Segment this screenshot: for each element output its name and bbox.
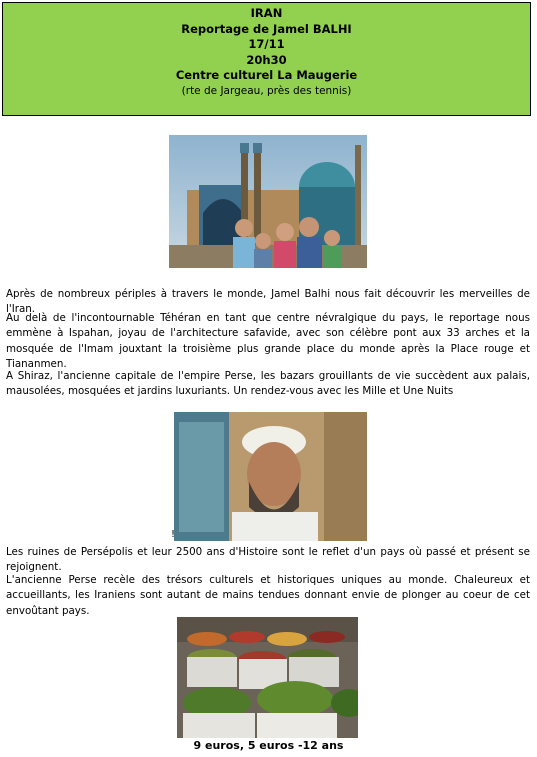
paragraph-3: A Shiraz, l'ancienne capitale de l'empire Perse, les bazars grouillants de vie succèdent aux palais, mausolées, mosquées et jardins luxuriants. Un rendez-vous avec les Mille et Une Nuits <box>6 370 530 398</box>
paragraph-5: L'ancienne Perse recèle des trésors culturels et historiques uniques au monde. Chaleureux et accueillants, les Iraniens sont autant de mains tendues donnant envie de plonger au coeur de cet envoûtant pays. <box>6 574 530 617</box>
paragraph-4: Les ruines de Persépolis et leur 2500 ans d'Histoire sont le reflet d'un pays où passé et présent se rejoignent. <box>6 546 530 574</box>
event-title: IRAN <box>250 6 283 20</box>
stray-mark: ! <box>171 529 176 540</box>
paragraph-1: Après de nombreux périples à travers le monde, Jamel Balhi nous fait découvrir les merveilles de l'Iran. <box>6 288 530 316</box>
event-date: 17/11 <box>248 37 285 51</box>
event-venue: Centre culturel La Maugerie <box>175 68 358 82</box>
event-header <box>2 2 531 116</box>
paragraph-2: Au delà de l'incontournable Téhéran en tant que centre névralgique du pays, le reportage nous emmène à Ispahan, joyau de l'architecture safavide, avec son célèbre pont aux 33 arches et la mosquée de l'Imam jouxtant la troisième plus grande place du monde après la Place rouge et Tiananmen. <box>6 312 530 370</box>
event-time: 20h30 <box>246 52 287 67</box>
event-subtitle: Reportage de Jamel BALHI <box>181 21 352 36</box>
price-line: 9 euros, 5 euros -12 ans <box>193 739 344 752</box>
mosque-children-photo <box>169 135 367 268</box>
event-directions: (rte de Jargeau, près des tennis) <box>181 84 352 97</box>
market-spices-photo <box>177 617 358 738</box>
man-portrait-photo <box>174 412 367 541</box>
